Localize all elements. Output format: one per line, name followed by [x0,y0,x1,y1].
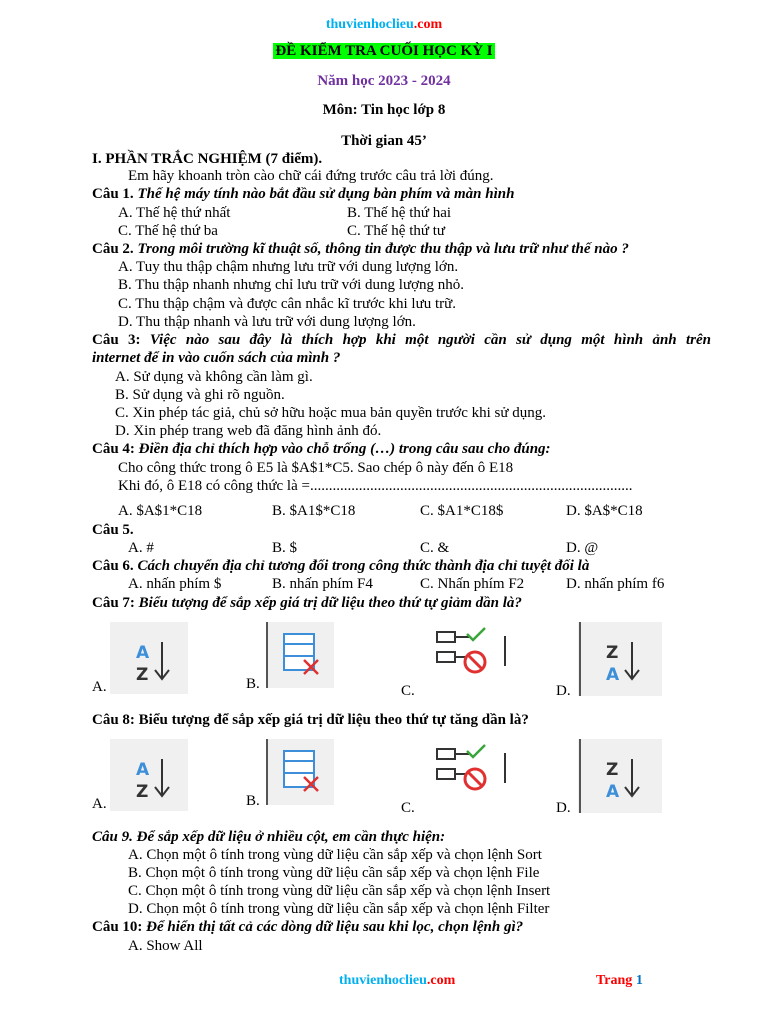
exam-title-row [0,43,768,60]
question-3: Câu 3: Việc nào sau đây là thích hợp khi một người cần sử dụng một hình ảnh trên [92,332,711,348]
duration: Thời gian 45’ [341,133,427,149]
question-7: Câu 7: Biểu tượng để sắp xếp giá trị dữ liệu theo thứ tự giảm dần là? [92,595,522,611]
za-top-letter: Z [606,643,619,663]
za-bottom-letter: A [606,665,620,685]
q1-option-b[interactable]: B. Thế hệ thứ hai [347,205,452,221]
filter-clear-icon[interactable] [266,739,334,805]
q2-option-d[interactable]: D. Thu thập nhanh và lưu trữ với dung lượng lớn. [118,314,416,330]
instruction: Em hãy khoanh tròn cào chữ cái đứng trước câu trả lời đúng. [128,168,494,184]
site-footer [339,973,455,989]
q7-option-d[interactable]: D. [556,683,571,699]
question-10: Câu 10: Để hiển thị tất cả các dòng dữ liệu sau khi lọc, chọn lệnh gì? [92,919,524,935]
footer-site-name: thuvienhoclieu [339,973,427,988]
q2-option-a[interactable]: A. Tuy thu thập chậm nhưng lưu trữ với dung lượng lớn. [118,259,459,275]
q7-option-b[interactable]: B. [246,676,260,692]
q8-option-a[interactable]: A. [92,796,107,812]
site-header [0,17,768,33]
question-4: Câu 4: Điền địa chỉ thích hợp vào chỗ trống (…) trong câu sau cho đúng: [92,441,551,457]
subject: Môn: Tin học lớp 8 [322,102,446,118]
q4-option-b[interactable]: B. $A1$*C18 [272,503,356,519]
za-bottom-letter: A [606,782,620,802]
school-year: Năm học 2023 - 2024 [317,73,451,89]
q9-option-c[interactable]: C. Chọn một ô tính trong vùng dữ liệu cần sắp xếp và chọn lệnh Insert [128,883,551,899]
q6-option-b[interactable]: B. nhấn phím F4 [272,576,373,592]
question-3-cont: internet để in vào cuốn sách của mình ? [92,350,341,366]
q2-option-c[interactable]: C. Thu thập chậm và được cân nhắc kĩ trước khi lưu trữ. [118,296,457,312]
q5-option-c[interactable]: C. & [420,540,450,556]
exam-title: ĐỀ KIỂM TRA CUỐI HỌC KỲ I [275,43,493,59]
sort-az-icon[interactable] [110,739,188,811]
section-heading: I. PHẦN TRẮC NGHIỆM (7 điểm). [92,151,323,167]
question-2: Câu 2. Trong môi trường kĩ thuật số, thông tin được thu thập và lưu trữ như thế nào ? [92,241,629,257]
az-top-letter: A [136,760,150,780]
q5-option-a[interactable]: A. # [128,540,154,556]
q3-option-b[interactable]: B. Sử dụng và ghi rõ nguồn. [115,387,285,403]
page-number: Trang 1 [596,973,643,988]
remove-duplicates-icon[interactable] [421,622,507,694]
az-bottom-letter: Z [136,665,149,685]
q4-option-c[interactable]: C. $A1*C18$ [420,503,504,519]
q4-line-2: Khi đó, ô E18 có công thức là =...................................................................................... [118,478,633,494]
q5-option-b[interactable]: B. $ [272,540,298,556]
q2-option-b[interactable]: B. Thu thập nhanh nhưng chỉ lưu trữ với dung lượng nhỏ. [118,277,465,293]
q3-option-d[interactable]: D. Xin phép trang web đã đăng hình ảnh đó. [115,423,382,439]
question-8: Câu 8: Biểu tượng để sắp xếp giá trị dữ liệu theo thứ tự tăng dần là? [92,712,529,728]
q6-option-c[interactable]: C. Nhấn phím F2 [420,576,525,592]
q1-option-d[interactable]: C. Thế hệ thứ tư [347,223,446,239]
q8-option-c[interactable]: C. [401,800,415,816]
q3-option-c[interactable]: C. Xin phép tác giả, chủ sở hữu hoặc mua bản quyền trước khi sử dụng. [115,405,547,421]
q4-option-a[interactable]: A. $A$1*C18 [118,503,203,519]
question-1: Câu 1. Thế hệ máy tính nào bắt đầu sử dụng bàn phím và màn hình [92,186,515,202]
sort-az-icon[interactable] [110,622,188,694]
site-domain: .com [413,17,443,32]
q10-option-a[interactable]: A. Show All [128,938,203,954]
q4-option-d[interactable]: D. $A$*C18 [566,503,643,519]
q3-option-a[interactable]: A. Sử dụng và không cần làm gì. [115,369,313,385]
za-top-letter: Z [606,760,619,780]
question-5: Câu 5. [92,522,134,538]
q7-option-a[interactable]: A. [92,679,107,695]
q4-line-1: Cho công thức trong ô E5 là $A$1*C5. Sao chép ô này đến ô E18 [118,460,514,476]
q1-option-c[interactable]: C. Thế hệ thứ ba [118,223,218,239]
filter-clear-icon[interactable] [266,622,334,688]
az-bottom-letter: Z [136,782,149,802]
sort-za-icon[interactable] [578,739,662,813]
question-9: Câu 9. Để sắp xếp dữ liệu ở nhiều cột, em cần thực hiện: [92,829,446,845]
q8-option-b[interactable]: B. [246,793,260,809]
site-name: thuvienhoclieu [325,17,414,32]
q5-option-d[interactable]: D. @ [566,540,599,556]
sort-za-icon[interactable] [578,622,662,696]
q9-option-d[interactable]: D. Chọn một ô tính trong vùng dữ liệu cần sắp xếp và chọn lệnh Filter [128,901,550,917]
q1-option-a[interactable]: A. Thế hệ thứ nhất [118,205,231,221]
q6-option-d[interactable]: D. nhấn phím f6 [566,576,665,592]
q8-option-d[interactable]: D. [556,800,571,816]
q9-option-a[interactable]: A. Chọn một ô tính trong vùng dữ liệu cần sắp xếp và chọn lệnh Sort [128,847,542,863]
az-top-letter: A [136,643,150,663]
remove-duplicates-icon[interactable] [421,739,507,811]
q9-option-b[interactable]: B. Chọn một ô tính trong vùng dữ liệu cần sắp xếp và chọn lệnh File [128,865,540,881]
footer-site-domain: .com [426,973,456,988]
q6-option-a[interactable]: A. nhấn phím $ [128,576,222,592]
q7-option-c[interactable]: C. [401,683,415,699]
question-6: Câu 6. Cách chuyển địa chỉ tương đối trong công thức thành địa chỉ tuyệt đối là [92,558,590,574]
